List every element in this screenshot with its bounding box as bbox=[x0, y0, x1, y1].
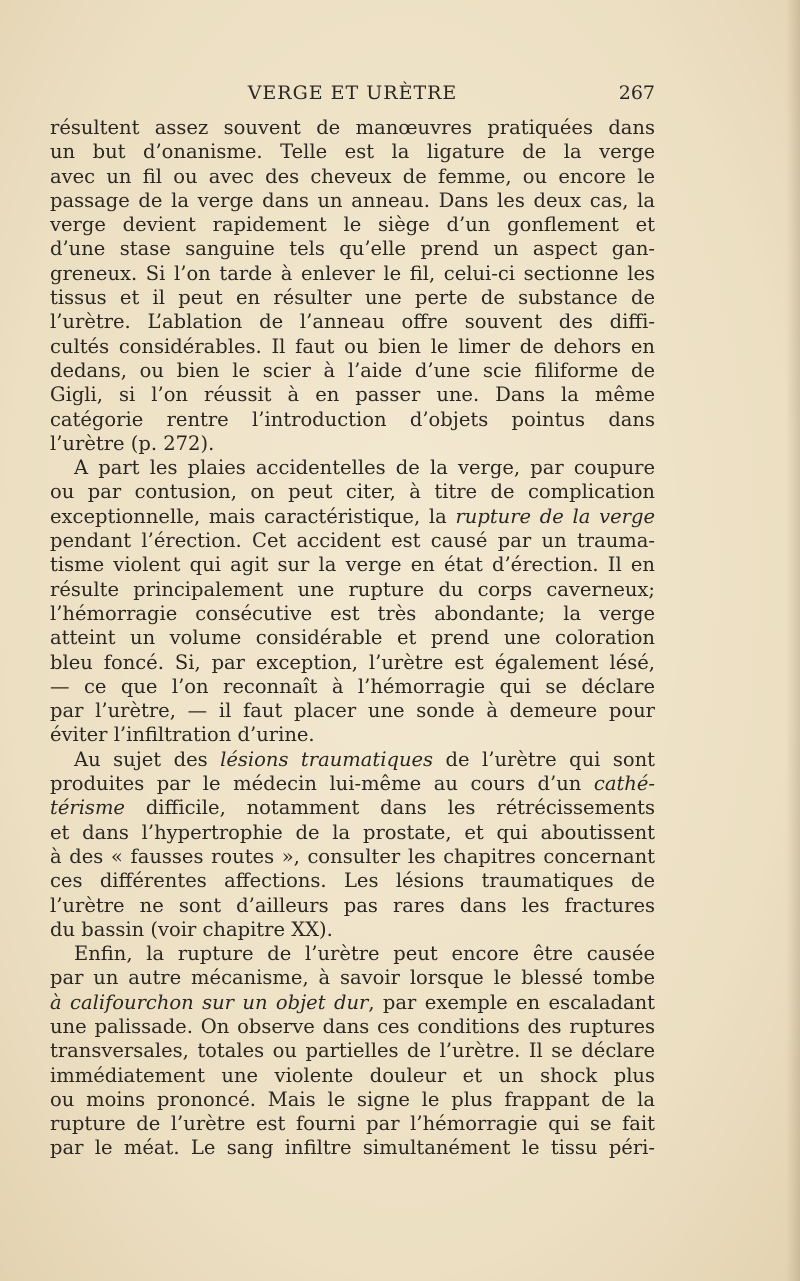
body-text bbox=[50, 116, 655, 1161]
text-segment: ou moins prononcé. Mais le signe le plus frappant de la bbox=[50, 1087, 655, 1111]
text-segment: Au sujet des bbox=[74, 747, 221, 771]
text-line bbox=[50, 505, 655, 529]
text-segment: éviter l’infiltration d’urine. bbox=[50, 723, 315, 747]
text-segment: d’une stase sanguine tels qu’elle prend un aspect gan- bbox=[50, 237, 655, 261]
text-line bbox=[50, 286, 655, 310]
text-line bbox=[50, 918, 655, 942]
text-segment: résulte principalement une rupture du corps caverneux; bbox=[50, 577, 655, 601]
text-line bbox=[50, 821, 655, 845]
text-line bbox=[50, 942, 655, 966]
text-line bbox=[50, 1136, 655, 1160]
text-segment: l’urètre ne sont d’ailleurs pas rares dans les fractures bbox=[50, 893, 655, 917]
text-segment: immédiatement une violente douleur et un shock plus bbox=[50, 1063, 655, 1087]
text-line bbox=[50, 237, 655, 261]
text-line bbox=[50, 335, 655, 359]
text-segment: avec un fil ou avec des cheveux de femme, ou encore le bbox=[50, 164, 655, 188]
text-line bbox=[50, 869, 655, 893]
text-line bbox=[50, 408, 655, 432]
italic-text: térisme bbox=[50, 796, 125, 820]
text-segment: difficile, notamment dans les rétrécissements bbox=[124, 796, 655, 820]
text-segment: bleu foncé. Si, par exception, l’urètre est également lésé, bbox=[50, 650, 655, 674]
text-segment: catégorie rentre l’introduction d’objets pointus dans bbox=[50, 407, 655, 431]
text-segment: tissus et il peut en résulter une perte de substance de bbox=[50, 286, 655, 310]
text-line bbox=[50, 1015, 655, 1039]
text-segment: tisme violent qui agit sur la verge en état d’érection. Il en bbox=[50, 553, 655, 577]
text-segment: résultent assez souvent de manœuvres pratiquées dans bbox=[50, 116, 655, 139]
text-line bbox=[50, 1088, 655, 1112]
text-segment: A part les plaies accidentelles de la verge, par coupure bbox=[74, 456, 655, 480]
text-line bbox=[50, 480, 655, 504]
text-segment: , par exemple en escaladant bbox=[368, 990, 655, 1014]
text-line bbox=[50, 553, 655, 577]
italic-text: lésions traumatiques bbox=[220, 747, 434, 771]
text-segment: verge devient rapidement le siège d’un gonflement et bbox=[50, 213, 655, 237]
text-segment: produites par le médecin lui-même au cours d’un bbox=[50, 772, 594, 796]
text-line bbox=[50, 845, 655, 869]
text-line bbox=[50, 189, 655, 213]
text-line bbox=[50, 1039, 655, 1063]
text-segment: un but d’onanisme. Telle est la ligature de la verge bbox=[50, 140, 655, 164]
text-segment: rupture de l’urètre est fourni par l’hémorragie qui se fait bbox=[50, 1112, 655, 1136]
text-line bbox=[50, 456, 655, 480]
italic-text: cathé- bbox=[593, 772, 655, 796]
text-line bbox=[50, 651, 655, 675]
running-title: VERGE ET URÈTRE bbox=[247, 82, 458, 104]
italic-text: à califourchon sur un objet dur bbox=[50, 990, 369, 1014]
text-line bbox=[50, 966, 655, 990]
text-line bbox=[50, 383, 655, 407]
text-segment: l’hémorragie consécutive est très abondante; la verge bbox=[50, 601, 655, 625]
text-segment: exceptionnelle, mais caractéristique, la bbox=[50, 504, 456, 528]
text-line bbox=[50, 675, 655, 699]
text-line bbox=[50, 723, 655, 747]
text-line bbox=[50, 1112, 655, 1136]
page-edge-shadow bbox=[786, 0, 800, 1281]
text-segment: ces différentes affections. Les lésions traumatiques de bbox=[50, 869, 655, 893]
text-segment: une palissade. On observe dans ces conditions des ruptures bbox=[50, 1014, 655, 1038]
text-segment: atteint un volume considérable et prend une coloration bbox=[50, 626, 655, 650]
text-line bbox=[50, 140, 655, 164]
page-number: 267 bbox=[618, 82, 655, 104]
text-segment: — ce que l’on reconnaît à l’hémorragie qui se déclare bbox=[50, 674, 655, 698]
text-line bbox=[50, 991, 655, 1015]
text-segment: pendant l’érection. Cet accident est causé par un trauma- bbox=[50, 529, 655, 553]
text-segment: Enfin, la rupture de l’urètre peut encore être causée bbox=[74, 942, 655, 966]
text-segment: du bassin (voir chapitre XX). bbox=[50, 917, 333, 941]
text-segment: à des « fausses routes », consulter les chapitres concernant bbox=[50, 844, 655, 868]
text-line bbox=[50, 432, 655, 456]
text-line bbox=[50, 310, 655, 334]
text-line bbox=[50, 772, 655, 796]
text-line bbox=[50, 529, 655, 553]
text-segment: transversales, totales ou partielles de l’urètre. Il se déclare bbox=[50, 1039, 655, 1063]
text-line bbox=[50, 626, 655, 650]
text-segment: par le méat. Le sang infiltre simultanément le tissu péri- bbox=[50, 1136, 655, 1160]
text-segment: de l’urètre qui sont bbox=[433, 747, 655, 771]
text-segment: par un autre mécanisme, à savoir lorsque le blessé tombe bbox=[50, 966, 655, 990]
text-segment: ou par contusion, on peut citer, à titre de complication bbox=[50, 480, 655, 504]
text-line bbox=[50, 602, 655, 626]
text-segment: et dans l’hypertrophie de la prostate, et qui aboutissent bbox=[50, 820, 655, 844]
text-segment: greneux. Si l’on tarde à enlever le fil, celui-ci sectionne les bbox=[50, 261, 655, 285]
text-line bbox=[50, 748, 655, 772]
text-line bbox=[50, 796, 655, 820]
text-line bbox=[50, 578, 655, 602]
text-line bbox=[50, 165, 655, 189]
text-line bbox=[50, 359, 655, 383]
running-header bbox=[50, 82, 655, 108]
text-segment: passage de la verge dans un anneau. Dans les deux cas, la bbox=[50, 188, 655, 212]
text-segment: dedans, ou bien le scier à l’aide d’une scie filiforme de bbox=[50, 358, 655, 382]
text-line bbox=[50, 262, 655, 286]
text-line bbox=[50, 699, 655, 723]
text-segment: l’urètre. L’ablation de l’anneau offre souvent des diffi- bbox=[50, 310, 655, 334]
text-line bbox=[50, 213, 655, 237]
text-segment: l’urètre (p. 272). bbox=[50, 431, 215, 455]
text-line bbox=[50, 116, 655, 140]
text-line bbox=[50, 894, 655, 918]
text-line bbox=[50, 1064, 655, 1088]
text-segment: par l’urètre, — il faut placer une sonde à demeure pour bbox=[50, 699, 655, 723]
text-segment: Gigli, si l’on réussit à en passer une. Dans la même bbox=[50, 383, 655, 407]
italic-text: rupture de la verge bbox=[455, 504, 655, 528]
text-segment: cultés considérables. Il faut ou bien le limer de dehors en bbox=[50, 334, 655, 358]
